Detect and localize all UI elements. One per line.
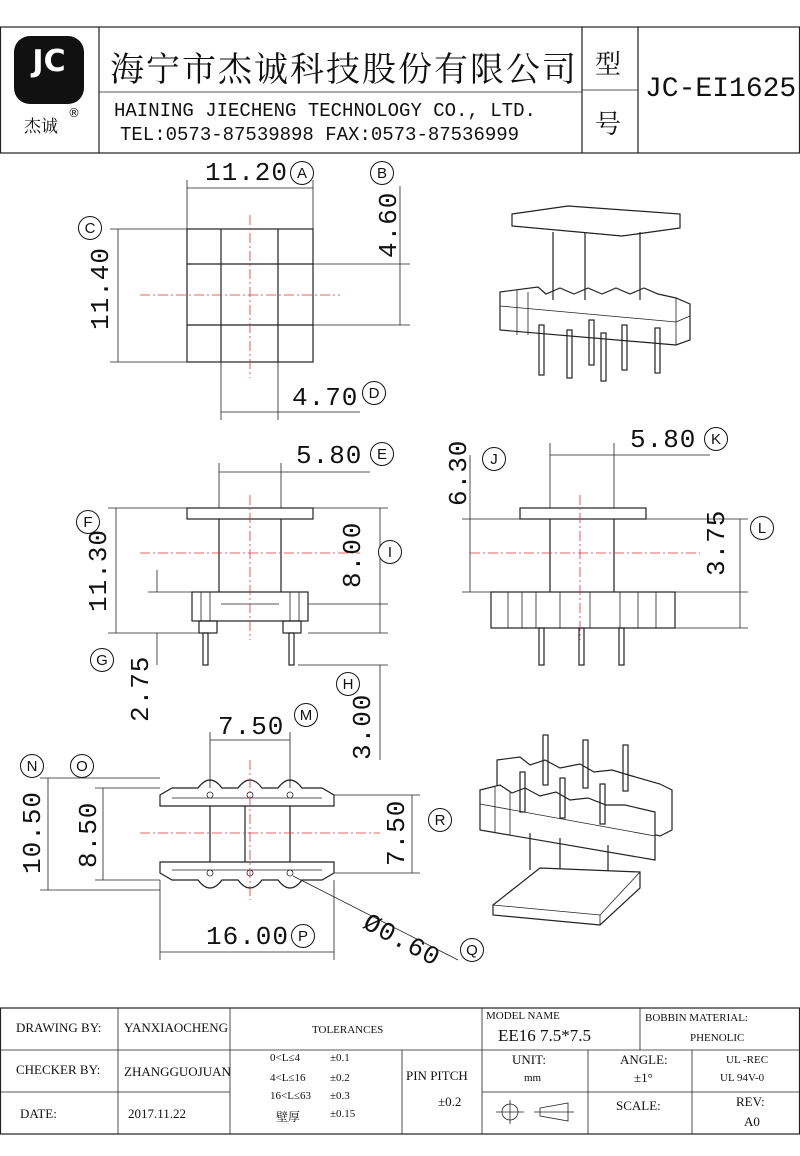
label-C: C [78,216,102,240]
date-value: 2017.11.22 [128,1106,187,1121]
dim-D-value: 4.70 [292,383,359,413]
dim-H-value: 3.00 [348,693,378,760]
dim-R-value: 7.50 [382,799,412,866]
label-A: A [290,161,314,185]
dim-J-value: 6.30 [444,439,474,506]
label-D: D [362,381,386,405]
label-O: O [70,754,94,778]
unit-label: UNIT: [512,1052,547,1067]
dim-K-value: 5.80 [630,425,697,455]
logo-mark: JC [32,44,66,79]
label-K: K [704,427,728,451]
dim-A-value: 11.20 [205,158,289,188]
drawing-by-value: YANXIAOCHENG [124,1020,228,1035]
registered-mark: ® [68,106,80,120]
unit-value: mm [524,1072,542,1084]
tol-value-1: ±0.1 [330,1052,350,1064]
checker-by-value: ZHANGGUOJUAN [124,1064,231,1079]
label-B: B [370,161,394,185]
rev-value: A0 [744,1114,760,1129]
tol-range-3: 16<L≤63 [270,1090,311,1102]
part-number: JC-EI1625 [645,74,797,105]
tol-value-2: ±0.2 [330,1072,350,1084]
angle-label: ANGLE: [620,1052,668,1067]
company-name-en: HAINING JIECHENG TECHNOLOGY CO., LTD. [114,100,536,122]
ul-rating: UL 94V-0 [720,1072,765,1084]
dim-Q-value: Ø0.60 [357,908,446,974]
label-Q: Q [460,938,484,962]
rev-label: REV: [736,1094,765,1109]
label-I: I [378,540,402,564]
model-name-label: MODEL NAME [486,1010,560,1022]
label-H: H [336,672,360,696]
company-name-cn: 海宁市杰诚科技股份有限公司 [110,50,578,90]
dim-N-value: 10.50 [18,790,48,874]
type-label-1: 型 [595,50,624,80]
label-E: E [370,442,394,466]
type-label-2: 号 [595,110,624,140]
iso-view-top [500,206,690,381]
label-J: J [482,447,506,471]
tol-range-4: 壁厚 [276,1110,301,1124]
dim-L-value: 3.75 [702,509,732,576]
tol-range-2: 4<L≤16 [270,1072,306,1084]
label-R: R [428,808,452,832]
drawing-by-label: DRAWING BY: [16,1020,102,1035]
label-N: N [20,754,44,778]
company-contact: TEL:0573-87539898 FAX:0573-87536999 [120,124,520,146]
label-F: F [76,510,100,534]
tol-value-3: ±0.3 [330,1090,350,1102]
dim-P-value: 16.00 [206,922,290,952]
date-label: DATE: [20,1106,57,1121]
label-M: M [294,703,318,727]
title-block-grid [0,1008,800,1134]
dim-M-value: 7.50 [218,712,285,742]
tolerances-label: TOLERANCES [312,1024,384,1036]
ul-rec: UL -REC [726,1054,769,1066]
pin-pitch-label: PIN PITCH [406,1068,468,1083]
dim-I-value: 8.00 [338,521,368,588]
dim-B-value: 4.60 [374,191,404,258]
label-P: P [291,924,315,948]
dim-C-value: 11.40 [86,246,116,330]
dim-E-value: 5.80 [296,441,363,471]
dim-O-value: 8.50 [74,801,104,868]
label-G: G [90,648,114,672]
scale-label: SCALE: [616,1098,661,1113]
dim-F-value: 11.30 [84,528,114,612]
iso-view-bottom [480,735,672,925]
pin-pitch-value: ±0.2 [438,1094,462,1109]
checker-by-label: CHECKER BY: [16,1062,101,1077]
bobbin-material-value: PHENOLIC [690,1032,745,1044]
angle-value: ±1° [634,1070,653,1085]
model-name-value: EE16 7.5*7.5 [498,1026,592,1045]
dim-G-value: 2.75 [126,655,156,722]
logo-subtitle: 杰诚 [24,117,58,137]
tol-value-4: ±0.15 [330,1108,356,1120]
label-L: L [750,516,774,540]
bobbin-material-label: BOBBIN MATERIAL: [645,1012,748,1024]
tol-range-1: 0<L≤4 [270,1052,300,1064]
